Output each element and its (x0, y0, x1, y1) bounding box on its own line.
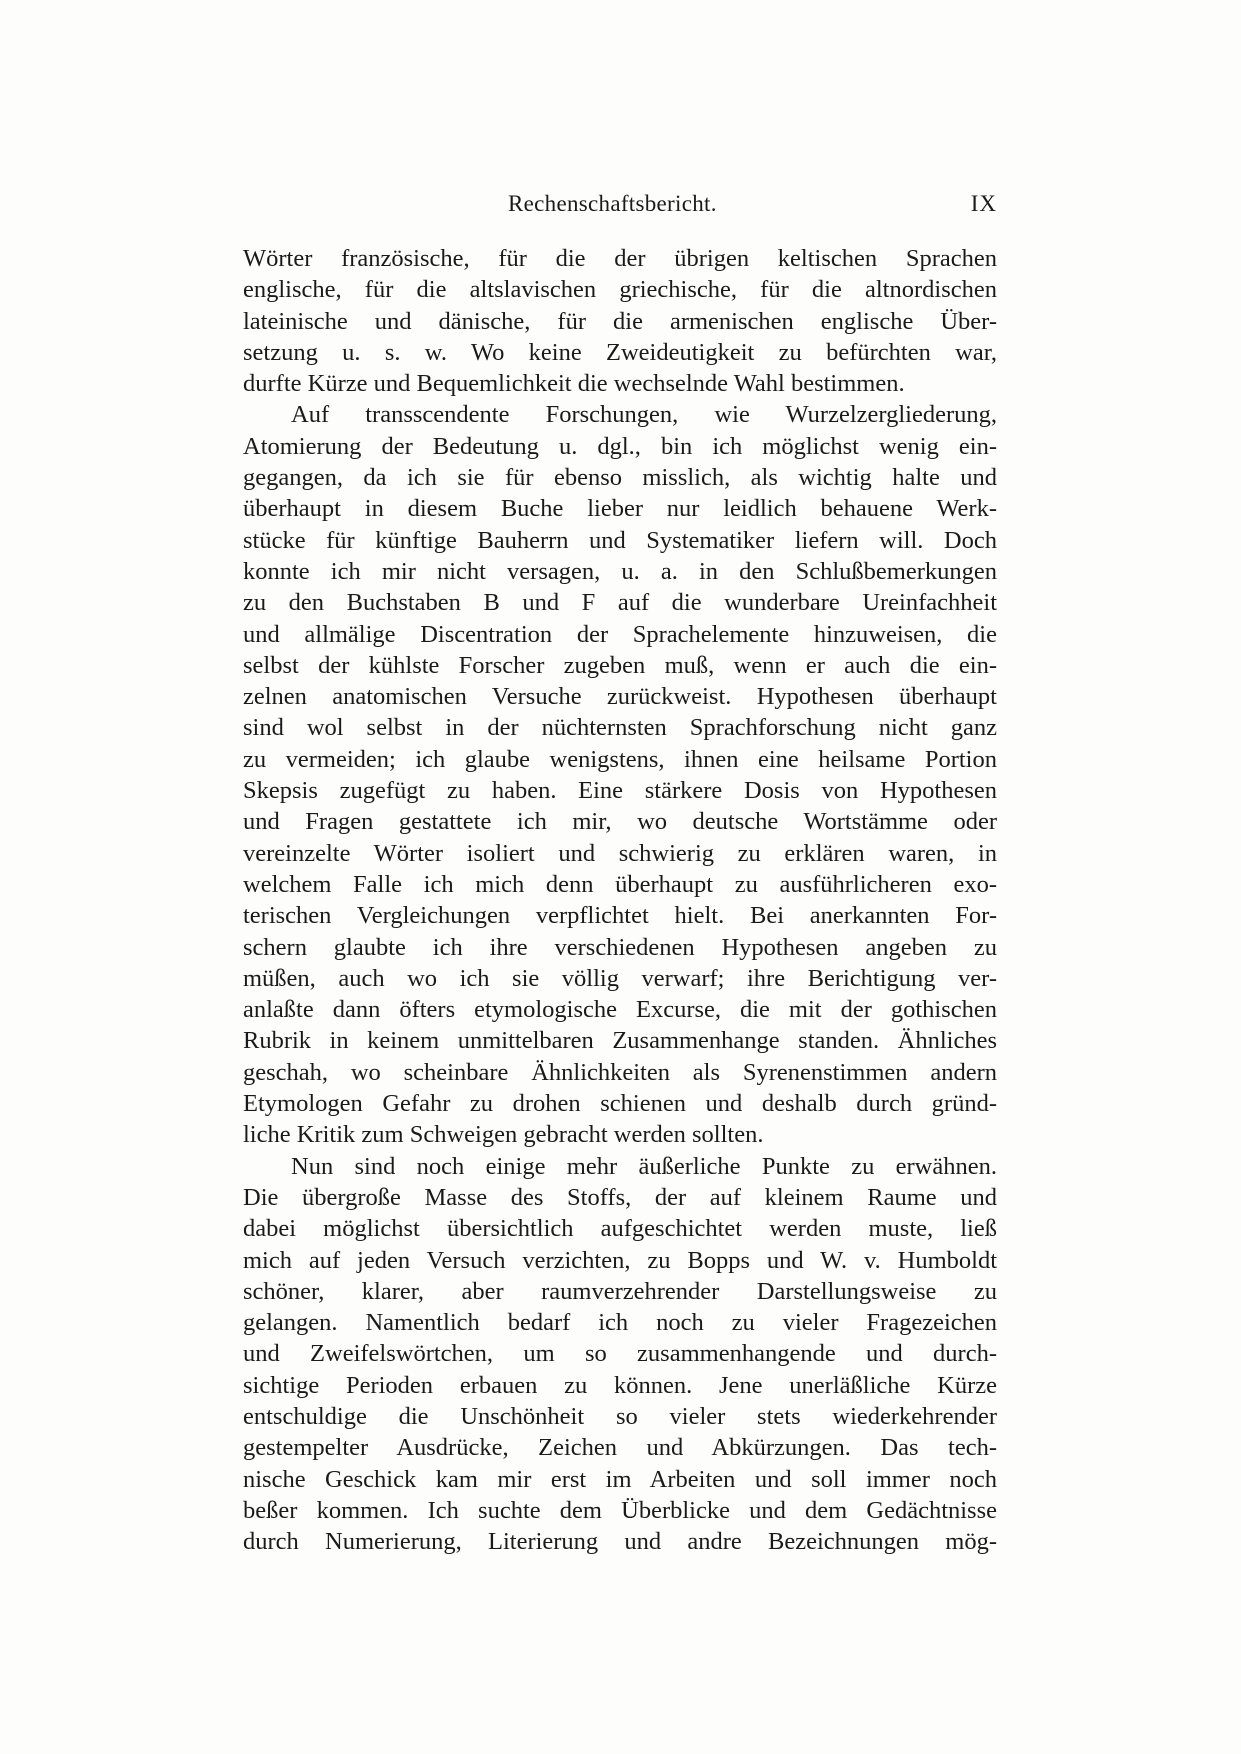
text-line: Nun sind noch einige mehr äußerliche Punkte zu erwähnen. (291, 1152, 997, 1180)
text-line: konnte ich mir nicht versagen, u. a. in den Schlußbemerkungen (243, 557, 997, 585)
text-line: Skepsis zugefügt zu haben. Eine stärkere Dosis von Hypothesen (243, 777, 997, 805)
text-line: durch Numerierung, Literierung und andre Bezeichnungen mög- (243, 1528, 997, 1556)
text-line: lateinische und dänische, für die armenischen englische Über- (243, 307, 997, 335)
text-line: und Fragen gestattete ich mir, wo deutsche Wortstämme oder (243, 808, 997, 836)
text-line: welchem Falle ich mich denn überhaupt zu ausführlicheren exo- (243, 870, 997, 898)
running-title: Rechenschaftsbericht. (508, 191, 717, 216)
text-line: und allmälige Discentration der Sprachelemente hinzuweisen, die (243, 620, 997, 648)
text-line: englische, für die altslavischen griechische, für die altnordischen (243, 276, 997, 304)
text-line: beßer kommen. Ich suchte dem Überblicke und dem Gedächtnisse (243, 1496, 997, 1524)
text-line: sind wol selbst in der nüchternsten Sprachforschung nicht ganz (243, 714, 997, 742)
text-line: terischen Vergleichungen verpflichtet hielt. Bei anerkannten For- (243, 902, 997, 930)
text-line: müßen, auch wo ich sie völlig verwarf; ihre Berichtigung ver- (243, 964, 997, 992)
text-line: anlaßte dann öfters etymologische Excurse, die mit der gothischen (243, 996, 997, 1024)
text-line: Rubrik in keinem unmittelbaren Zusammenhange standen. Ähnliches (243, 1027, 997, 1055)
text-line: schöner, klarer, aber raumverzehrender Darstellungsweise zu (243, 1277, 997, 1305)
text-line: zu vermeiden; ich glaube wenigstens, ihnen eine heilsame Portion (243, 745, 997, 773)
text-line: durfte Kürze und Bequemlichkeit die wechselnde Wahl bestimmen. (243, 370, 905, 398)
page-header (243, 191, 997, 221)
text-line: selbst der kühlste Forscher zugeben muß, wenn er auch die ein- (243, 651, 997, 679)
text-line: Etymologen Gefahr zu drohen schienen und deshalb durch gründ- (243, 1090, 997, 1118)
text-line: dabei möglichst übersichtlich aufgeschichtet werden muste, ließ (243, 1215, 997, 1243)
text-line: schern glaubte ich ihre verschiedenen Hypothesen angeben zu (243, 933, 997, 961)
text-line: Atomierung der Bedeutung u. dgl., bin ich möglichst wenig ein- (243, 432, 997, 460)
text-line: gegangen, da ich sie für ebenso misslich, als wichtig halte und (243, 464, 997, 492)
text-line: Wörter französische, für die der übrigen keltischen Sprachen (243, 245, 997, 272)
page-number: IX (970, 191, 997, 216)
text-line: Die übergroße Masse des Stoffs, der auf kleinem Raume und (243, 1183, 997, 1211)
text-line: sichtige Perioden erbauen zu können. Jene unerläßliche Kürze (243, 1371, 997, 1399)
text-line: entschuldige die Unschönheit so vieler stets wiederkehrender (243, 1402, 997, 1430)
text-line: geschah, wo scheinbare Ähnlichkeiten als Syrenenstimmen andern (243, 1058, 997, 1086)
text-line: setzung u. s. w. Wo keine Zweideutigkeit zu befürchten war, (243, 338, 997, 366)
text-line: und Zweifelswörtchen, um so zusammenhangende und durch- (243, 1340, 997, 1368)
text-line: stücke für künftige Bauherrn und Systematiker liefern will. Doch (243, 526, 997, 554)
text-line: zu den Buchstaben B und F auf die wunderbare Ureinfachheit (243, 589, 997, 617)
text-line: gestempelter Ausdrücke, Zeichen und Abkürzungen. Das tech- (243, 1434, 997, 1462)
text-line: nische Geschick kam mir erst im Arbeiten und soll immer noch (243, 1465, 997, 1493)
text-line: vereinzelte Wörter isoliert und schwierig zu erklären waren, in (243, 839, 997, 867)
body-text (243, 243, 997, 1557)
text-line: überhaupt in diesem Buche lieber nur leidlich behauene Werk- (243, 495, 997, 523)
text-line: mich auf jeden Versuch verzichten, zu Bopps und W. v. Humboldt (243, 1246, 997, 1274)
text-line: gelangen. Namentlich bedarf ich noch zu vieler Fragezeichen (243, 1309, 997, 1337)
text-line: zelnen anatomischen Versuche zurückweist. Hypothesen überhaupt (243, 683, 997, 711)
text-line: Auf transscendente Forschungen, wie Wurzelzergliederung, (291, 401, 997, 429)
text-line: liche Kritik zum Schweigen gebracht werden sollten. (243, 1121, 764, 1149)
